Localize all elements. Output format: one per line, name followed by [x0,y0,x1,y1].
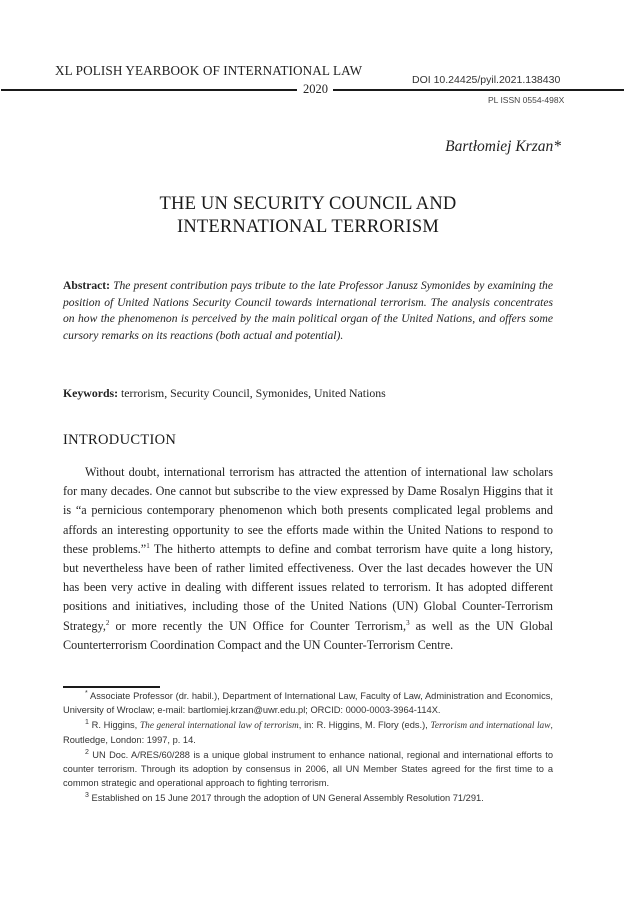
footnote-text: , in: R. Higgins, M. Flory (eds.), [298,719,431,730]
footnote-text: , Routledge, London: 1997, p. 14. [63,719,554,746]
header-rule-left [1,89,297,91]
footnote-3 [63,791,553,805]
introduction-paragraph [63,463,553,655]
footnote-marker: * [85,689,88,697]
footnote-1 [63,718,553,748]
publication-year: 2020 [303,82,328,96]
footnote-text: R. Higgins, [88,719,141,730]
keywords-text: terrorism, Security Council, Symonides, United Nations [118,386,386,400]
footnote-marker: 1 [85,718,89,726]
paragraph-part-4: as well as the UN Global Counterterrorism Coordination Compact and the UN Counter-Terrorism Centre. [63,618,553,652]
footnote-author [63,689,553,718]
paragraph-part-3: or more recently the UN Office for Counter Terrorism, [109,618,407,633]
footnote-separator [63,686,160,688]
footnote-2 [63,748,553,791]
paragraph-part-2: The hitherto attempts to define and combat terrorism have quite a long history, but nevertheless have been of rather limited effectiveness. Over the last decades however the UN has been very active in dealing with different issues related to terrorism. It has adopted different positions and initiatives, including those of the United Nations (UN) Global Counter-Terrorism Strategy, [63,541,553,633]
footnote-ref-3[interactable]: 3 [406,618,410,627]
article-title [63,193,553,239]
cited-work-title: The general international law of terrorism [140,720,299,731]
abstract-text: The present contribution pays tribute to the late Professor Janusz Symonides by examining the position of United Nations Security Council towards international terrorism. The analysis concentrates on how the phenomenon is perceived by the main political organ of the United Nations, and offers some cursory remarks on its reactions (both actual and potential). [63,279,553,342]
footnote-text: Associate Professor (dr. habil.), Department of International Law, Faculty of Law, Administration and Economics, University of Wroclaw; e-mail: bartlomiej.krzan@uwr.edu.pl; ORCID: 0000-0003-3964-114X. [63,691,553,716]
footnote-marker: 3 [85,791,89,799]
section-heading-introduction: INTRODUCTION [63,432,177,448]
abstract-label: Abstract: [63,279,111,292]
journal-title: XL POLISH YEARBOOK OF INTERNATIONAL LAW [55,63,363,78]
doi-link[interactable]: DOI 10.24425/pyil.2021.138430 [412,74,561,86]
header-rule-right [333,89,624,91]
footnote-marker: 2 [85,748,89,756]
keywords-label: Keywords: [63,386,119,400]
paragraph-part-1: Without doubt, international terrorism has attracted the attention of international law scholars for many decades. One cannot but subscribe to the view expressed by Dame Rosalyn Higgins that it is “a pernicious contemporary phenomenon which both presents complicated legal problems and affords an interesting opportunity to see the efforts made within the United Nations to respond to these problems.” [63,465,553,556]
cited-book-title: Terrorism and international law [430,720,551,731]
issn-number: PL ISSN 0554-498X [488,95,565,105]
footnote-ref-2[interactable]: 2 [105,618,110,627]
title-line-1: THE UN SECURITY COUNCIL AND [159,194,457,214]
footnote-ref-1[interactable]: 1 [146,541,150,550]
abstract [63,278,553,344]
title-line-2: INTERNATIONAL TERRORISM [176,217,440,237]
author-name: Bartłomiej Krzan* [445,138,561,155]
footnote-text: Established on 15 June 2017 through the adoption of UN General Assembly Resolution 71/291. [88,792,484,803]
footnotes [63,689,553,805]
footnote-text: UN Doc. A/RES/60/288 is a unique global instrument to enhance national, regional and international efforts to counter terrorism. Through its adoption by consensus in 2006, all UN Member States agreed for the first time to a common strategic and operational approach to fighting terrorism. [63,749,553,789]
keywords [63,385,553,401]
